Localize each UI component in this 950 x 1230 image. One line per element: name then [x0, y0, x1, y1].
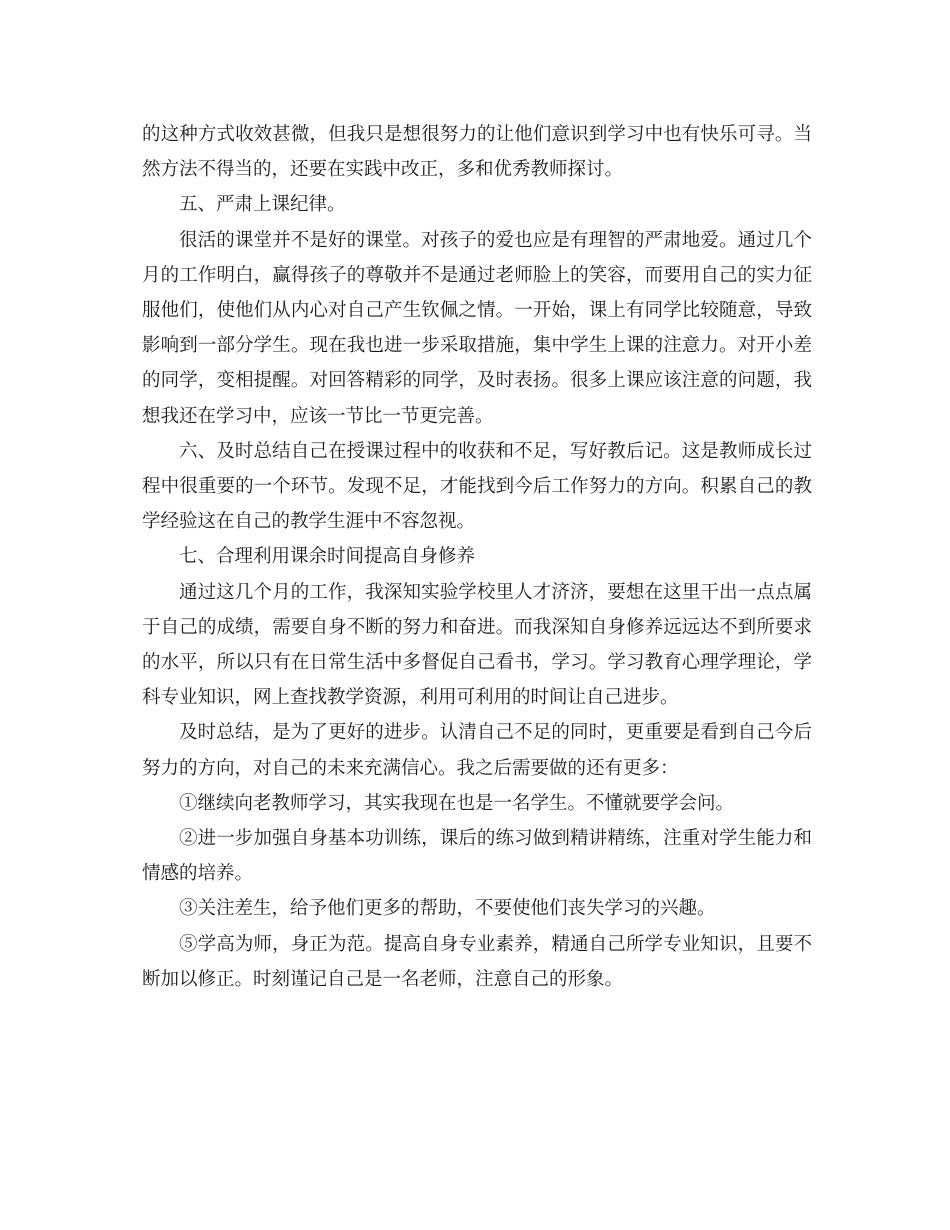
paragraph-continuation: 的这种方式收效甚微，但我只是想很努力的让他们意识到学习中也有快乐可寻。当然方法不得当的，还要在实践中改正，多和优秀教师探讨。: [142, 124, 812, 181]
paragraph-classroom-discipline: 很活的课堂并不是好的课堂。对孩子的爱也应是有理智的严肃地爱。通过几个月的工作明白，赢得孩子的尊敬并不是通过老师脸上的笑容，而要用自己的实力征服他们，使他们从内心对自己产生钦佩之情。一开始，课上有同学比较随意，导致影响到一部分学生。现在我也进一步采取措施，集中学生上课的注意力。对开小差的同学，变相提醒。对回答精彩的同学，及时表扬。很多上课应该注意的问题，我想我还在学习中，应该一节比一节更完善。: [142, 229, 812, 427]
list-item-three: ③关注差生，给予他们更多的帮助，不要使他们丧失学习的兴趣。: [179, 898, 716, 920]
heading-section-seven: 七、合理利用课余时间提高自身修养: [179, 546, 476, 568]
list-item-five: ⑤学高为师，身正为范。提高自身专业素养，精通自己所学专业知识，且要不断加以修正。时刻谨记自己是一名老师，注意自己的形象。: [142, 933, 812, 990]
paragraph-section-six: 六、及时总结自己在授课过程中的收获和不足，写好教后记。这是教师成长过程中很重要的一个环节。发现不足，才能找到今后工作努力的方向。积累自己的教学经验这在自己的教学生涯中不容忽视。: [142, 440, 812, 533]
heading-section-five: 五、严肃上课纪律。: [179, 194, 346, 216]
list-item-two: ②进一步加强自身基本功训练，课后的练习做到精讲精练，注重对学生能力和情感的培养。: [142, 828, 812, 885]
paragraph-summary: 及时总结，是为了更好的进步。认清自己不足的同时，更重要是看到自己今后努力的方向，对自己的未来充满信心。我之后需要做的还有更多：: [142, 722, 812, 779]
paragraph-self-improvement: 通过这几个月的工作，我深知实验学校里人才济济，要想在这里干出一点点属于自己的成绩，需要自身不断的努力和奋进。而我深知自身修养远远达不到所要求的水平，所以只有在日常生活中多督促自己看书，学习。学习教育心理学理论，学科专业知识，网上查找教学资源，利用可利用的时间让自己进步。: [142, 581, 812, 709]
list-item-one: ①继续向老教师学习，其实我现在也是一名学生。不懂就要学会问。: [179, 792, 735, 814]
document-body: [142, 117, 812, 997]
